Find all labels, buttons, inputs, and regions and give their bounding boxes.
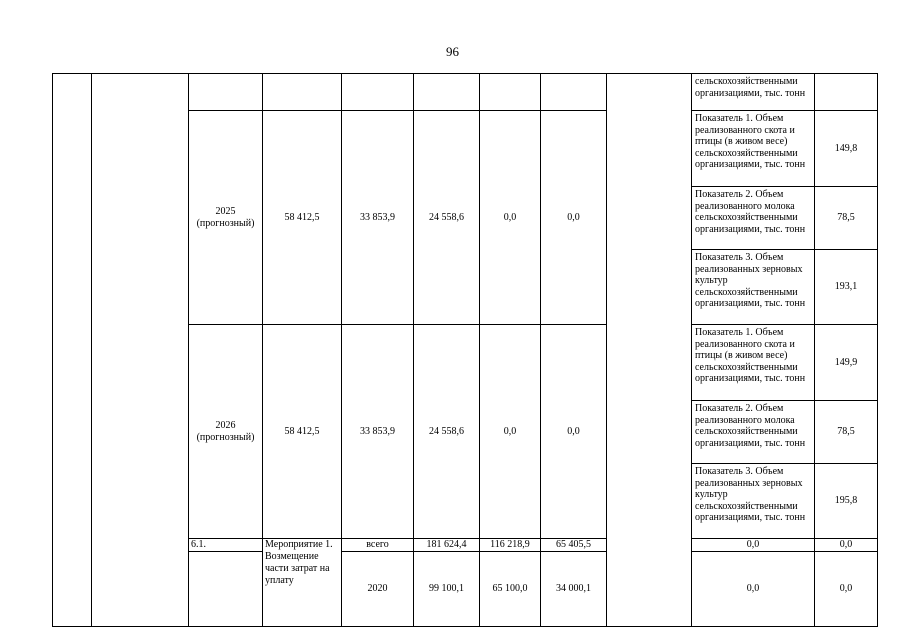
value-cell bbox=[815, 74, 878, 111]
value-local: 0,0 bbox=[692, 539, 815, 552]
value-regional: 34 000,1 bbox=[541, 552, 607, 627]
indicator-text: Показатель 2. Объем реализованного молока сельскохозяйственными организациями, тыс. тонн bbox=[692, 401, 815, 464]
year-label: 2020 bbox=[342, 552, 414, 627]
value-federal: 116 218,9 bbox=[480, 539, 541, 552]
table-row bbox=[53, 74, 878, 111]
indicator-value: 193,1 bbox=[815, 250, 878, 325]
indicator-value: 149,9 bbox=[815, 325, 878, 401]
activity-name: Мероприятие 1. Возмещение части затрат на уплату bbox=[263, 539, 342, 627]
value-total: 99 100,1 bbox=[414, 552, 480, 627]
indicator-text: Показатель 1. Объем реализованного скота и птицы (в живом весе) сельскохозяйственными организациями, тыс. тонн bbox=[692, 111, 815, 187]
year-label: 2025 (прогнозный) bbox=[189, 111, 263, 325]
value-local: 0,0 bbox=[480, 111, 541, 325]
row-number: 6.1. bbox=[189, 539, 263, 552]
value-federal: 33 853,9 bbox=[342, 111, 414, 325]
value-other: 0,0 bbox=[541, 111, 607, 325]
indicator-value: 78,5 bbox=[815, 187, 878, 250]
indicator-text: Показатель 3. Объем реализованных зерновых культур сельскохозяйственными организациями, тыс. тонн bbox=[692, 250, 815, 325]
num-cell bbox=[53, 74, 92, 627]
value-regional: 65 405,5 bbox=[541, 539, 607, 552]
executor-cell bbox=[607, 74, 692, 627]
value-other: 0,0 bbox=[815, 539, 878, 552]
value-local: 0,0 bbox=[480, 325, 541, 539]
value-regional: 24 558,6 bbox=[414, 325, 480, 539]
value-total: 58 412,5 bbox=[263, 111, 342, 325]
indicator-value: 195,8 bbox=[815, 464, 878, 539]
year-label: всего bbox=[342, 539, 414, 552]
program-table bbox=[52, 73, 878, 627]
year-label: 2026 (прогнозный) bbox=[189, 325, 263, 539]
indicator-text: Показатель 2. Объем реализованного молока сельскохозяйственными организациями, тыс. тонн bbox=[692, 187, 815, 250]
indicator-value: 149,8 bbox=[815, 111, 878, 187]
indicator-cell: сельскохозяйственными организациями, тыс. тонн bbox=[692, 74, 815, 111]
value-federal: 65 100,0 bbox=[480, 552, 541, 627]
indicator-text: Показатель 3. Объем реализованных зерновых культур сельскохозяйственными организациями, тыс. тонн bbox=[692, 464, 815, 539]
value-other: 0,0 bbox=[815, 552, 878, 627]
value-local: 0,0 bbox=[692, 552, 815, 627]
name-cell bbox=[92, 74, 189, 627]
indicator-text: Показатель 1. Объем реализованного скота и птицы (в живом весе) сельскохозяйственными организациями, тыс. тонн bbox=[692, 325, 815, 401]
value-other: 0,0 bbox=[541, 325, 607, 539]
page-number: 96 bbox=[446, 44, 459, 59]
value-total: 181 624,4 bbox=[414, 539, 480, 552]
value-regional: 24 558,6 bbox=[414, 111, 480, 325]
value-federal: 33 853,9 bbox=[342, 325, 414, 539]
indicator-value: 78,5 bbox=[815, 401, 878, 464]
value-total: 58 412,5 bbox=[263, 325, 342, 539]
